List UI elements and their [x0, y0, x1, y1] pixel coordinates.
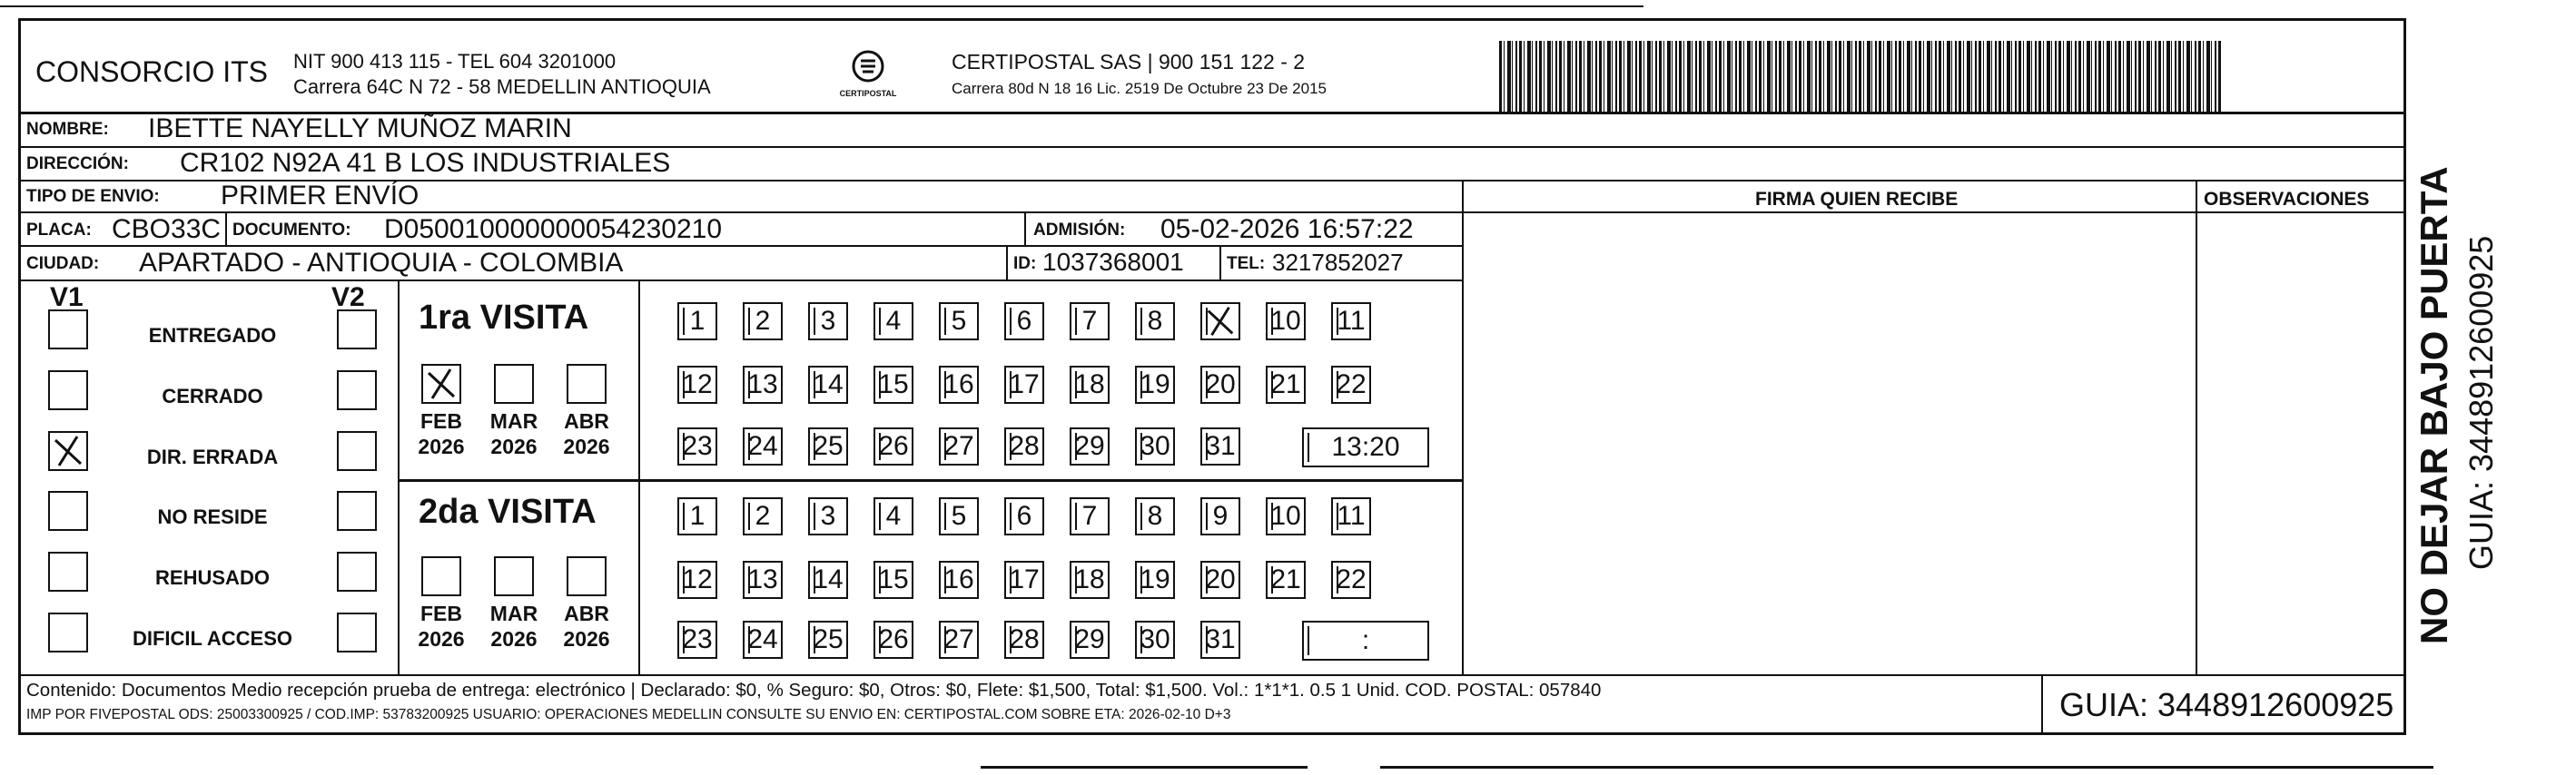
delivery-form	[18, 18, 2406, 735]
first-visit-day-2[interactable]: 2	[743, 302, 783, 340]
v1-checkbox[interactable]	[48, 431, 88, 471]
second-visit-day-14[interactable]: 14	[808, 561, 848, 599]
first-visit-day-31[interactable]: 31	[1200, 427, 1240, 466]
first-visit-day-23[interactable]: 23	[677, 427, 717, 466]
month-checkbox-mar[interactable]	[494, 556, 534, 596]
second-visit-day-9[interactable]: 9	[1200, 497, 1240, 535]
v2-checkbox[interactable]	[337, 613, 377, 652]
first-visit-day-10[interactable]: 10	[1266, 302, 1306, 340]
tel-label: TEL:	[1227, 254, 1266, 273]
scan-edge-line	[1380, 766, 2433, 769]
second-visit-day-11[interactable]: 11	[1331, 497, 1371, 535]
footer-guia: GUIA: 3448912600925	[2059, 686, 2394, 723]
second-visit-day-10[interactable]: 10	[1266, 497, 1306, 535]
first-visit-day-9[interactable]	[1200, 302, 1240, 340]
carrier-address: Carrera 80d N 18 16 Lic. 2519 De Octubre 23 De 2015	[952, 80, 1327, 97]
second-visit-day-16[interactable]: 16	[939, 561, 979, 599]
option-entregado: ENTREGADO	[148, 324, 277, 347]
company-name: CONSORCIO ITS	[35, 55, 269, 88]
v1-checkbox[interactable]	[48, 370, 88, 410]
second-visit-day-23[interactable]: 23	[677, 621, 717, 659]
second-visit-day-12[interactable]: 12	[677, 561, 717, 599]
second-visit-day-8[interactable]: 8	[1135, 497, 1175, 535]
option-no-reside: NO RESIDE	[157, 505, 268, 528]
v2-checkbox[interactable]	[337, 491, 377, 531]
option-rehusado: REHUSADO	[155, 566, 270, 589]
second-visit-day-13[interactable]: 13	[743, 561, 783, 599]
side-guia: GUIA: 3448912600925	[2462, 235, 2500, 570]
second-visit-day-19[interactable]: 19	[1135, 561, 1175, 599]
first-visit-day-28[interactable]: 28	[1004, 427, 1044, 466]
tipo-envio-value: PRIMER ENVÍO	[221, 181, 419, 211]
footer-print-info: IMP POR FIVEPOSTAL ODS: 25003300925 / COD.IMP: 53783200925 USUARIO: OPERACIONES MEDELLIN CONSULTE SU ENVIO EN: CERTIPOSTAL.COM SOBRE ETA: 2026-02-10 D+3	[26, 707, 1231, 722]
v2-checkbox[interactable]	[337, 431, 377, 471]
firma-header: FIRMA QUIEN RECIBE	[1755, 189, 1959, 210]
first-visit-day-20[interactable]: 20	[1200, 366, 1240, 404]
second-visit-day-24[interactable]: 24	[743, 621, 783, 659]
second-visit-day-1[interactable]: 1	[677, 497, 717, 535]
v1-checkbox[interactable]	[48, 613, 88, 652]
certipostal-logo: CERTIPOSTAL	[836, 48, 900, 116]
first-visit-day-16[interactable]: 16	[939, 366, 979, 404]
barcode	[1499, 41, 2221, 112]
month-label: MAR 2026	[489, 409, 538, 458]
second-visit-day-2[interactable]: 2	[743, 497, 783, 535]
footer-contents: Contenido: Documentos Medio recepción prueba de entrega: electrónico | Declarado: $0, % Seguro: $0, Otros: $0, Flete: $1,500, Total: $1,500. Vol.: 1*1*1. 0.5 1 Unid. COD. POSTAL: 057840	[26, 680, 1602, 701]
documento-value: D050010000000054230210	[384, 214, 723, 244]
first-visit-day-6[interactable]: 6	[1004, 302, 1044, 340]
first-visit-day-5[interactable]: 5	[939, 302, 979, 340]
month-label: MAR 2026	[489, 602, 538, 651]
first-visit-day-13[interactable]: 13	[743, 366, 783, 404]
first-visit-day-12[interactable]: 12	[677, 366, 717, 404]
nombre-value: IBETTE NAYELLY MUÑOZ MARIN	[148, 113, 572, 143]
month-checkbox-feb[interactable]	[421, 556, 461, 596]
v2-checkbox[interactable]	[337, 309, 377, 349]
first-visit-day-1[interactable]: 1	[677, 302, 717, 340]
first-visit-day-3[interactable]: 3	[808, 302, 848, 340]
first-visit-day-29[interactable]: 29	[1070, 427, 1110, 466]
month-label: FEB 2026	[418, 409, 465, 458]
first-visit-day-22[interactable]: 22	[1331, 366, 1371, 404]
observaciones-header: OBSERVACIONES	[2204, 189, 2370, 210]
second-visit-day-17[interactable]: 17	[1004, 561, 1044, 599]
v2-label: V2	[331, 282, 365, 312]
placa-label: PLACA:	[26, 221, 92, 240]
company-nit-tel: NIT 900 413 115 - TEL 604 3201000	[293, 50, 617, 73]
ciudad-value: APARTADO - ANTIOQUIA - COLOMBIA	[139, 248, 624, 278]
first-visit-day-19[interactable]: 19	[1135, 366, 1175, 404]
first-visit-day-7[interactable]: 7	[1070, 302, 1110, 340]
admision-label: ADMISIÓN:	[1033, 221, 1126, 240]
month-checkbox-feb[interactable]	[421, 364, 461, 404]
month-checkbox-abr[interactable]	[567, 364, 607, 404]
second-visit-day-30[interactable]: 30	[1135, 621, 1175, 659]
second-visit-day-15[interactable]: 15	[873, 561, 913, 599]
first-visit-day-15[interactable]: 15	[873, 366, 913, 404]
v1-checkbox[interactable]	[48, 552, 88, 592]
v1-checkbox[interactable]	[48, 309, 88, 349]
v1-label: V1	[50, 282, 84, 312]
tel-value: 3217852027	[1272, 249, 1404, 276]
second-visit-day-27[interactable]: 27	[939, 621, 979, 659]
first-visit-title: 1ra VISITA	[419, 299, 589, 337]
first-visit-day-8[interactable]: 8	[1135, 302, 1175, 340]
second-visit-day-26[interactable]: 26	[873, 621, 913, 659]
id-label: ID:	[1013, 254, 1037, 273]
first-visit-day-30[interactable]: 30	[1135, 427, 1175, 466]
month-checkbox-abr[interactable]	[567, 556, 607, 596]
second-visit-day-25[interactable]: 25	[808, 621, 848, 659]
second-visit-day-31[interactable]: 31	[1200, 621, 1240, 659]
first-visit-day-25[interactable]: 25	[808, 427, 848, 466]
second-visit-day-18[interactable]: 18	[1070, 561, 1110, 599]
v2-checkbox[interactable]	[337, 552, 377, 592]
second-visit-day-3[interactable]: 3	[808, 497, 848, 535]
month-label: ABR 2026	[563, 602, 610, 651]
first-visit-day-4[interactable]: 4	[873, 302, 913, 340]
direccion-value: CR102 N92A 41 B LOS INDUSTRIALES	[180, 148, 671, 178]
direccion-label: DIRECCIÓN:	[26, 154, 129, 173]
second-visit-day-6[interactable]: 6	[1004, 497, 1044, 535]
first-visit-day-21[interactable]: 21	[1266, 366, 1306, 404]
id-value: 1037368001	[1042, 248, 1184, 276]
logo-seal-icon	[850, 48, 886, 84]
side-warning: NO DEJAR BAJO PUERTA	[2413, 166, 2455, 644]
second-visit-day-4[interactable]: 4	[873, 497, 913, 535]
second-visit-title: 2da VISITA	[419, 493, 597, 531]
scan-edge-line	[0, 5, 1643, 7]
tipo-envio-label: TIPO DE ENVIO:	[26, 187, 160, 206]
first-visit-day-27[interactable]: 27	[939, 427, 979, 466]
nombre-label: NOMBRE:	[26, 120, 109, 139]
month-label: ABR 2026	[563, 409, 610, 458]
first-visit-day-14[interactable]: 14	[808, 366, 848, 404]
second-visit-day-22[interactable]: 22	[1331, 561, 1371, 599]
second-visit-day-28[interactable]: 28	[1004, 621, 1044, 659]
second-visit-day-21[interactable]: 21	[1266, 561, 1306, 599]
second-visit-time-field[interactable]: :	[1302, 621, 1429, 661]
ciudad-label: CIUDAD:	[26, 254, 100, 273]
first-visit-time-field[interactable]: 13:20	[1302, 427, 1429, 467]
second-visit-day-20[interactable]: 20	[1200, 561, 1240, 599]
scan-edge-line	[981, 766, 1308, 769]
option-dificil-acceso: DIFICIL ACCESO	[132, 627, 292, 650]
first-visit-day-11[interactable]: 11	[1331, 302, 1371, 340]
carrier-name: CERTIPOSTAL SAS | 900 151 122 - 2	[952, 50, 1306, 74]
first-visit-day-24[interactable]: 24	[743, 427, 783, 466]
v1-checkbox[interactable]	[48, 491, 88, 531]
second-visit-day-7[interactable]: 7	[1070, 497, 1110, 535]
option-dir-errada: DIR. ERRADA	[146, 446, 279, 468]
first-visit-day-26[interactable]: 26	[873, 427, 913, 466]
first-visit-day-17[interactable]: 17	[1004, 366, 1044, 404]
first-visit-day-18[interactable]: 18	[1070, 366, 1110, 404]
second-visit-day-29[interactable]: 29	[1070, 621, 1110, 659]
month-checkbox-mar[interactable]	[494, 364, 534, 404]
second-visit-day-5[interactable]: 5	[939, 497, 979, 535]
company-address: Carrera 64C N 72 - 58 MEDELLIN ANTIOQUIA	[293, 75, 711, 98]
v2-checkbox[interactable]	[337, 370, 377, 410]
placa-value: CBO33C	[112, 214, 222, 244]
admision-value: 05-02-2026 16:57:22	[1160, 214, 1414, 244]
month-label: FEB 2026	[418, 602, 465, 651]
option-cerrado: CERRADO	[162, 385, 263, 407]
documento-label: DOCUMENTO:	[232, 221, 351, 240]
